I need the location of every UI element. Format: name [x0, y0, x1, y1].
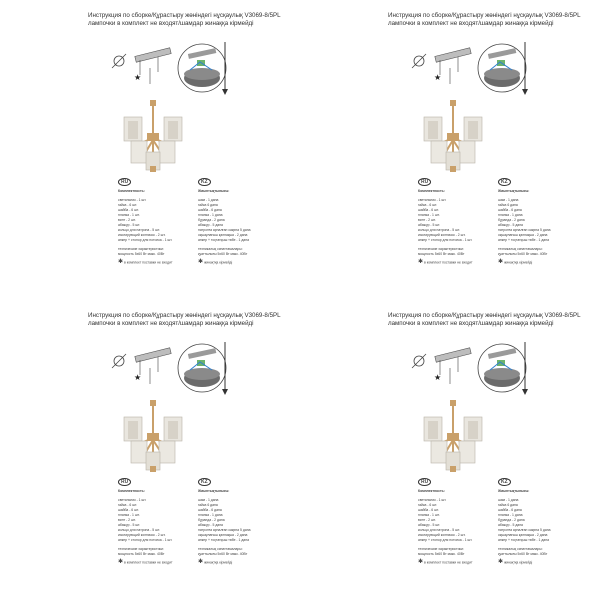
list-item: техникалық сипаттамалары: [198, 547, 243, 551]
list-item: шайба - 6 дана [498, 508, 522, 512]
list-item: светильник - 1 шт. [418, 198, 447, 202]
list-item: шам - 1 дана [198, 198, 219, 202]
list-item: планка - 1 дана [498, 213, 523, 217]
ru-items [118, 198, 188, 243]
list-item: гайка 6 дана [198, 203, 218, 207]
list-item: шам - 1 дана [498, 198, 519, 202]
list-item: патронға арналған сақина 5 дана [198, 228, 251, 232]
kz-heading: Жиынтықтылығы: [498, 489, 530, 493]
list-item: гайка 6 дана [198, 503, 218, 507]
list-item: оқшаулағыш қалпақша - 2 дана [198, 233, 248, 237]
kz-specs [198, 547, 280, 557]
ru-note: ✱ в комплект поставки не входит [418, 559, 473, 565]
list-item: планка - 1 шт. [418, 213, 440, 217]
kz-column [498, 178, 580, 265]
list-item: абажур - 5 шт. [118, 523, 141, 527]
star-icon: ✱ [498, 259, 504, 265]
ru-heading: Комплектность: [418, 189, 445, 193]
kz-items [498, 198, 580, 243]
list-item: оқшаулағыш қалпақша - 2 дана [498, 533, 548, 537]
list-item: абажур - 5 шт. [418, 523, 441, 527]
star-icon: ✱ [118, 259, 124, 265]
svg-text:★: ★ [134, 373, 142, 382]
sheet-title: Инструкция по сборке/Құрастыру жөніндегі нұсқаулық V3069-8/5PL лампочки в комплект не входят/шамдар жинаққа кірмейді [88, 312, 281, 327]
list-item: патронға арналған сақина 5 дана [198, 528, 251, 532]
list-item: абажур - 5 дана [498, 523, 523, 527]
list-item: анкер + стопор для потолка - 1 шт. [118, 538, 173, 542]
list-item: винт - 2 шт. [418, 218, 436, 222]
ru-specs [118, 247, 188, 257]
kz-badge: KZ [198, 478, 211, 486]
list-item: гайка 6 дана [498, 503, 518, 507]
sheet-title: Инструкция по сборке/Құрастыру жөніндегі нұсқаулық V3069-8/5PL лампочки в комплект не входят/шамдар жинаққа кірмейді [388, 312, 581, 327]
canopy-detail [478, 342, 528, 395]
sheet-title: Инструкция по сборке/Құрастыру жөніндегі нұсқаулық V3069-8/5PL лампочки в комплект не входят/шамдар жинаққа кірмейді [388, 12, 581, 27]
bracket-step [112, 48, 171, 84]
list-item: оқшаулағыш қалпақша - 2 дана [198, 533, 248, 537]
canopy-detail [178, 42, 228, 95]
ru-items [118, 498, 188, 543]
kz-heading: Жиынтықтылығы: [198, 189, 230, 193]
kz-badge: KZ [498, 178, 511, 186]
list-item: гайка - 6 шт. [118, 503, 138, 507]
list-item: шайба - 6 шт. [118, 508, 139, 512]
ru-column [418, 478, 488, 565]
kz-column [498, 478, 580, 565]
list-item: винт - 2 шт. [118, 518, 136, 522]
list-item: кольцо для патрона - 5 шт. [118, 528, 160, 532]
instruction-sheet [300, 300, 600, 600]
ru-badge: RU [418, 478, 431, 486]
ru-column [118, 478, 188, 565]
list-item: гайка - 6 шт. [418, 203, 438, 207]
ru-badge: RU [118, 178, 131, 186]
list-item: анкер + тоқтатқыш төбе - 1 дана [198, 238, 249, 242]
list-item: изолирующий колпачок - 2 шт. [118, 233, 166, 237]
kz-items [198, 198, 280, 243]
ru-column [118, 178, 188, 265]
list-item: шайба - 6 дана [498, 208, 522, 212]
list-item: планка - 1 дана [498, 513, 523, 517]
chandelier-illustration [424, 400, 482, 472]
list-item: абажур - 5 дана [198, 523, 223, 527]
ru-items [418, 198, 488, 243]
kz-items [198, 498, 280, 543]
list-item: гайка 6 дана [498, 203, 518, 207]
ru-heading: Комплектность: [118, 489, 145, 493]
ru-badge: RU [118, 478, 131, 486]
ru-items [418, 498, 488, 543]
list-item: изолирующий колпачок - 2 шт. [118, 533, 166, 537]
list-item: шайба - 6 шт. [118, 208, 139, 212]
svg-text:★: ★ [434, 73, 442, 82]
ru-note: ✱ в комплект поставки не входит [118, 559, 173, 565]
kz-specs [498, 247, 580, 257]
list-item: кольцо для патрона - 5 шт. [118, 228, 160, 232]
list-item: гайка - 6 шт. [418, 503, 438, 507]
ru-heading: Комплектность: [118, 189, 145, 193]
list-item: бұранда - 2 дана [498, 518, 525, 522]
list-item: мощность 5x60 Вт макс. 40Вт [118, 252, 165, 256]
list-item: технические характеристики: [118, 547, 164, 551]
list-item: изолирующий колпачок - 2 шт. [418, 233, 466, 237]
list-item: бұранда - 2 дана [198, 218, 225, 222]
star-icon: ✱ [418, 259, 424, 265]
list-item: технические характеристики: [418, 247, 464, 251]
star-icon: ✱ [418, 559, 424, 565]
ru-badge: RU [418, 178, 431, 186]
list-item: планка - 1 дана [198, 513, 223, 517]
bracket-step [112, 348, 171, 384]
list-item: планка - 1 шт. [418, 513, 440, 517]
list-item: қуаттылығы 5x60 Вт макс. 40Вт [498, 552, 548, 556]
list-item: анкер + тоқтатқыш төбе - 1 дана [198, 538, 249, 542]
instruction-sheet [0, 0, 300, 300]
chandelier-illustration [124, 400, 182, 472]
kz-items [498, 498, 580, 543]
list-item: патронға арналған сақина 5 дана [498, 528, 551, 532]
kz-heading: Жиынтықтылығы: [198, 489, 230, 493]
list-item: анкер + тоқтатқыш төбе - 1 дана [498, 238, 549, 242]
kz-badge: KZ [198, 178, 211, 186]
ru-column [418, 178, 488, 265]
list-item: бұранда - 2 дана [198, 518, 225, 522]
star-icon: ✱ [498, 559, 504, 565]
list-item: планка - 1 дана [198, 213, 223, 217]
list-item: светильник - 1 шт. [118, 498, 147, 502]
list-item: светильник - 1 шт. [118, 198, 147, 202]
kz-specs [198, 247, 280, 257]
list-item: кольцо для патрона - 5 шт. [418, 528, 460, 532]
list-item: планка - 1 шт. [118, 213, 140, 217]
list-item: шам - 1 дана [498, 498, 519, 502]
list-item: қуаттылығы 5x60 Вт макс. 40Вт [498, 252, 548, 256]
star-icon: ✱ [198, 259, 204, 265]
list-item: оқшаулағыш қалпақша - 2 дана [498, 233, 548, 237]
list-item: шайба - 6 шт. [418, 208, 439, 212]
list-item: мощность 5x60 Вт макс. 40Вт [418, 552, 465, 556]
kz-column [198, 478, 280, 565]
bracket-step [412, 348, 471, 384]
kz-note: ✱ жинақтқа кірмейді [498, 559, 533, 565]
list-item: технические характеристики: [418, 547, 464, 551]
list-item: винт - 2 шт. [418, 518, 436, 522]
kz-specs [498, 547, 580, 557]
svg-text:★: ★ [134, 73, 142, 82]
list-item: шайба - 6 шт. [418, 508, 439, 512]
ru-specs [418, 247, 488, 257]
ru-specs [118, 547, 188, 557]
list-item: абажур - 5 дана [198, 223, 223, 227]
list-item: анкер + тоқтатқыш төбе - 1 дана [498, 538, 549, 542]
ru-specs [418, 547, 488, 557]
list-item: техникалық сипаттамалары: [498, 247, 543, 251]
list-item: анкер + стопор для потолка - 1 шт. [418, 238, 473, 242]
list-item: анкер + стопор для потолка - 1 шт. [418, 538, 473, 542]
list-item: шайба - 6 дана [198, 508, 222, 512]
instruction-sheet [300, 0, 600, 300]
list-item: шайба - 6 дана [198, 208, 222, 212]
kz-note: ✱ жинақтқа кірмейді [198, 559, 233, 565]
list-item: қуаттылығы 5x60 Вт макс. 40Вт [198, 552, 248, 556]
svg-text:★: ★ [434, 373, 442, 382]
kz-column [198, 178, 280, 265]
kz-note: ✱ жинақтқа кірмейді [198, 259, 233, 265]
list-item: патронға арналған сақина 5 дана [498, 228, 551, 232]
list-item: техникалық сипаттамалары: [198, 247, 243, 251]
chandelier-illustration [424, 100, 482, 172]
list-item: планка - 1 шт. [118, 513, 140, 517]
list-item: изолирующий колпачок - 2 шт. [418, 533, 466, 537]
chandelier-illustration [124, 100, 182, 172]
list-item: бұранда - 2 дана [498, 218, 525, 222]
list-item: технические характеристики: [118, 247, 164, 251]
ru-note: ✱ в комплект поставки не входит [418, 259, 473, 265]
ru-heading: Комплектность: [418, 489, 445, 493]
kz-note: ✱ жинақтқа кірмейді [498, 259, 533, 265]
list-item: анкер + стопор для потолка - 1 шт. [118, 238, 173, 242]
star-icon: ✱ [118, 559, 124, 565]
canopy-detail [478, 42, 528, 95]
list-item: абажур - 5 шт. [418, 223, 441, 227]
list-item: гайка - 6 шт. [118, 203, 138, 207]
kz-heading: Жиынтықтылығы: [498, 189, 530, 193]
list-item: винт - 2 шт. [118, 218, 136, 222]
list-item: абажур - 5 шт. [118, 223, 141, 227]
instruction-sheet [0, 300, 300, 600]
ru-note: ✱ в комплект поставки не входит [118, 259, 173, 265]
list-item: мощность 5x60 Вт макс. 40Вт [418, 252, 465, 256]
star-icon: ✱ [198, 559, 204, 565]
bracket-step [412, 48, 471, 84]
canopy-detail [178, 342, 228, 395]
list-item: қуаттылығы 5x60 Вт макс. 40Вт [198, 252, 248, 256]
list-item: кольцо для патрона - 5 шт. [418, 228, 460, 232]
sheet-title: Инструкция по сборке/Құрастыру жөніндегі нұсқаулық V3069-8/5PL лампочки в комплект не входят/шамдар жинаққа кірмейді [88, 12, 281, 27]
list-item: абажур - 5 дана [498, 223, 523, 227]
list-item: техникалық сипаттамалары: [498, 547, 543, 551]
list-item: шам - 1 дана [198, 498, 219, 502]
kz-badge: KZ [498, 478, 511, 486]
list-item: мощность 5x60 Вт макс. 40Вт [118, 552, 165, 556]
list-item: светильник - 1 шт. [418, 498, 447, 502]
